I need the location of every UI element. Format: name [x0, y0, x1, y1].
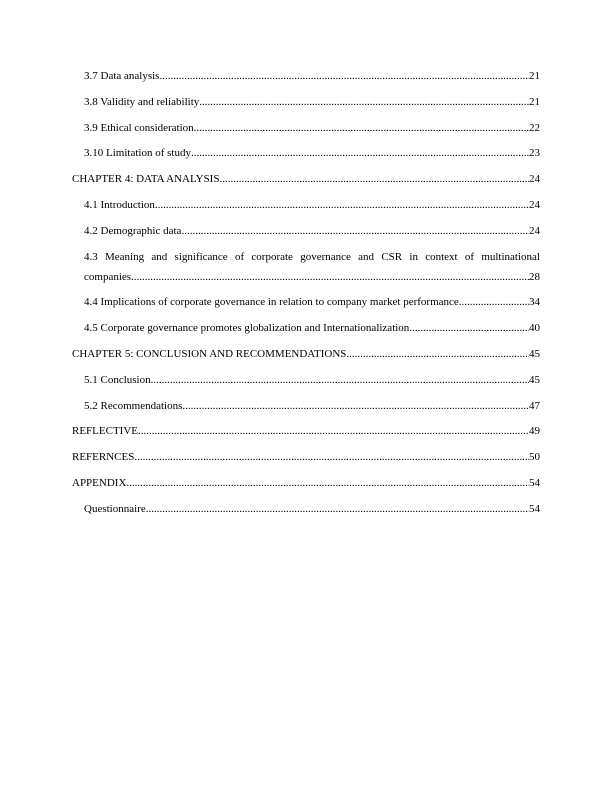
dot-leader — [146, 503, 529, 516]
toc-entry-title: Questionnaire — [84, 502, 146, 515]
toc-chapter-entry[interactable] — [72, 451, 540, 464]
toc-entry-page: 22 — [529, 121, 540, 134]
toc-entry[interactable] — [72, 147, 540, 160]
dot-leader — [181, 225, 529, 238]
title-word: significance — [174, 250, 228, 263]
toc-entry-page: 24 — [529, 224, 540, 237]
toc-entry-title: REFERNCES — [72, 451, 135, 464]
title-word: governance — [300, 250, 351, 263]
toc-entry-title-line1 — [84, 251, 540, 264]
title-word: Meaning — [105, 250, 145, 263]
dot-leader — [131, 271, 529, 284]
toc-entry-title: 5.2 Recommendations — [84, 399, 183, 412]
title-word: and — [358, 250, 375, 263]
dot-leader — [159, 70, 529, 83]
toc-entry-title: 3.7 Data analysis — [84, 70, 160, 82]
dot-leader — [138, 425, 529, 438]
toc-entry-title: 3.10 Limitation of study — [84, 147, 191, 160]
toc-entry-title-line2: companies — [84, 270, 132, 283]
dot-leader — [182, 400, 529, 413]
dot-leader — [199, 96, 529, 109]
dot-leader — [219, 173, 529, 186]
toc-entry-page: 21 — [529, 70, 540, 82]
toc-entry-title: APPENDIX — [72, 476, 127, 489]
toc-entry[interactable] — [72, 225, 540, 238]
title-word: and — [151, 250, 168, 263]
toc-entry-title: 4.2 Demographic data — [84, 224, 182, 237]
title-word: context — [425, 250, 458, 263]
title-word: multinational — [481, 250, 540, 263]
toc-entry-page: 40 — [529, 322, 540, 335]
dot-leader — [459, 296, 529, 309]
table-of-contents — [72, 70, 540, 529]
title-word: of — [234, 250, 245, 263]
toc-entry-page: 34 — [529, 296, 540, 309]
toc-entry[interactable] — [72, 400, 540, 413]
toc-entry-page: 49 — [529, 425, 540, 438]
title-word: CSR — [381, 250, 403, 263]
toc-entry-title: 3.8 Validity and reliability — [84, 95, 200, 108]
toc-entry[interactable] — [72, 96, 540, 109]
toc-entry[interactable] — [72, 199, 540, 212]
dot-leader — [409, 322, 529, 335]
title-word: 4.3 — [84, 250, 98, 263]
toc-entry[interactable] — [72, 374, 540, 387]
toc-entry-page: 23 — [529, 147, 540, 160]
toc-entry[interactable] — [72, 503, 540, 516]
toc-chapter-entry[interactable] — [72, 425, 540, 438]
toc-entry-title: CHAPTER 4: DATA ANALYSIS — [72, 173, 220, 186]
toc-entry[interactable] — [72, 296, 540, 309]
toc-entry-page: 50 — [529, 451, 540, 464]
toc-entry-title: 4.5 Corporate governance promotes globalization and Internationalization — [84, 322, 410, 335]
toc-entry-multiline[interactable] — [72, 251, 540, 284]
toc-entry-title: 3.9 Ethical consideration — [84, 121, 194, 134]
dot-leader — [126, 477, 529, 490]
toc-entry-page: 21 — [529, 95, 540, 108]
toc-entry-page: 45 — [529, 347, 540, 360]
toc-entry-title: 4.1 Introduction — [84, 198, 155, 211]
toc-entry-title: 5.1 Conclusion — [84, 373, 151, 386]
toc-chapter-entry[interactable] — [72, 477, 540, 490]
title-word: in — [409, 250, 418, 263]
dot-leader — [151, 374, 529, 387]
title-word: corporate — [251, 250, 293, 263]
toc-entry-page: 47 — [529, 399, 540, 412]
toc-chapter-entry[interactable] — [72, 173, 540, 186]
toc-entry-title: 4.4 Implications of corporate governance in relation to company market performance — [84, 296, 459, 309]
dot-leader — [155, 199, 529, 212]
toc-entry-page: 54 — [529, 502, 540, 515]
toc-entry-page: 24 — [529, 198, 540, 211]
dot-leader — [194, 122, 529, 135]
toc-chapter-entry[interactable] — [72, 348, 540, 361]
toc-entry-page: 24 — [529, 173, 540, 186]
toc-entry-title: REFLECTIVE — [72, 425, 138, 438]
toc-entry-title: CHAPTER 5: CONCLUSION AND RECOMMENDATIONS — [72, 347, 347, 360]
toc-entry[interactable] — [72, 122, 540, 135]
dot-leader — [346, 348, 529, 361]
toc-entry-page: 45 — [529, 373, 540, 386]
toc-entry-page: 54 — [529, 476, 540, 489]
dot-leader — [134, 451, 529, 464]
dot-leader — [191, 147, 529, 160]
toc-entry[interactable] — [72, 70, 540, 83]
toc-entry-page: 28 — [529, 270, 540, 283]
title-word: of — [464, 250, 475, 263]
toc-entry[interactable] — [72, 322, 540, 335]
